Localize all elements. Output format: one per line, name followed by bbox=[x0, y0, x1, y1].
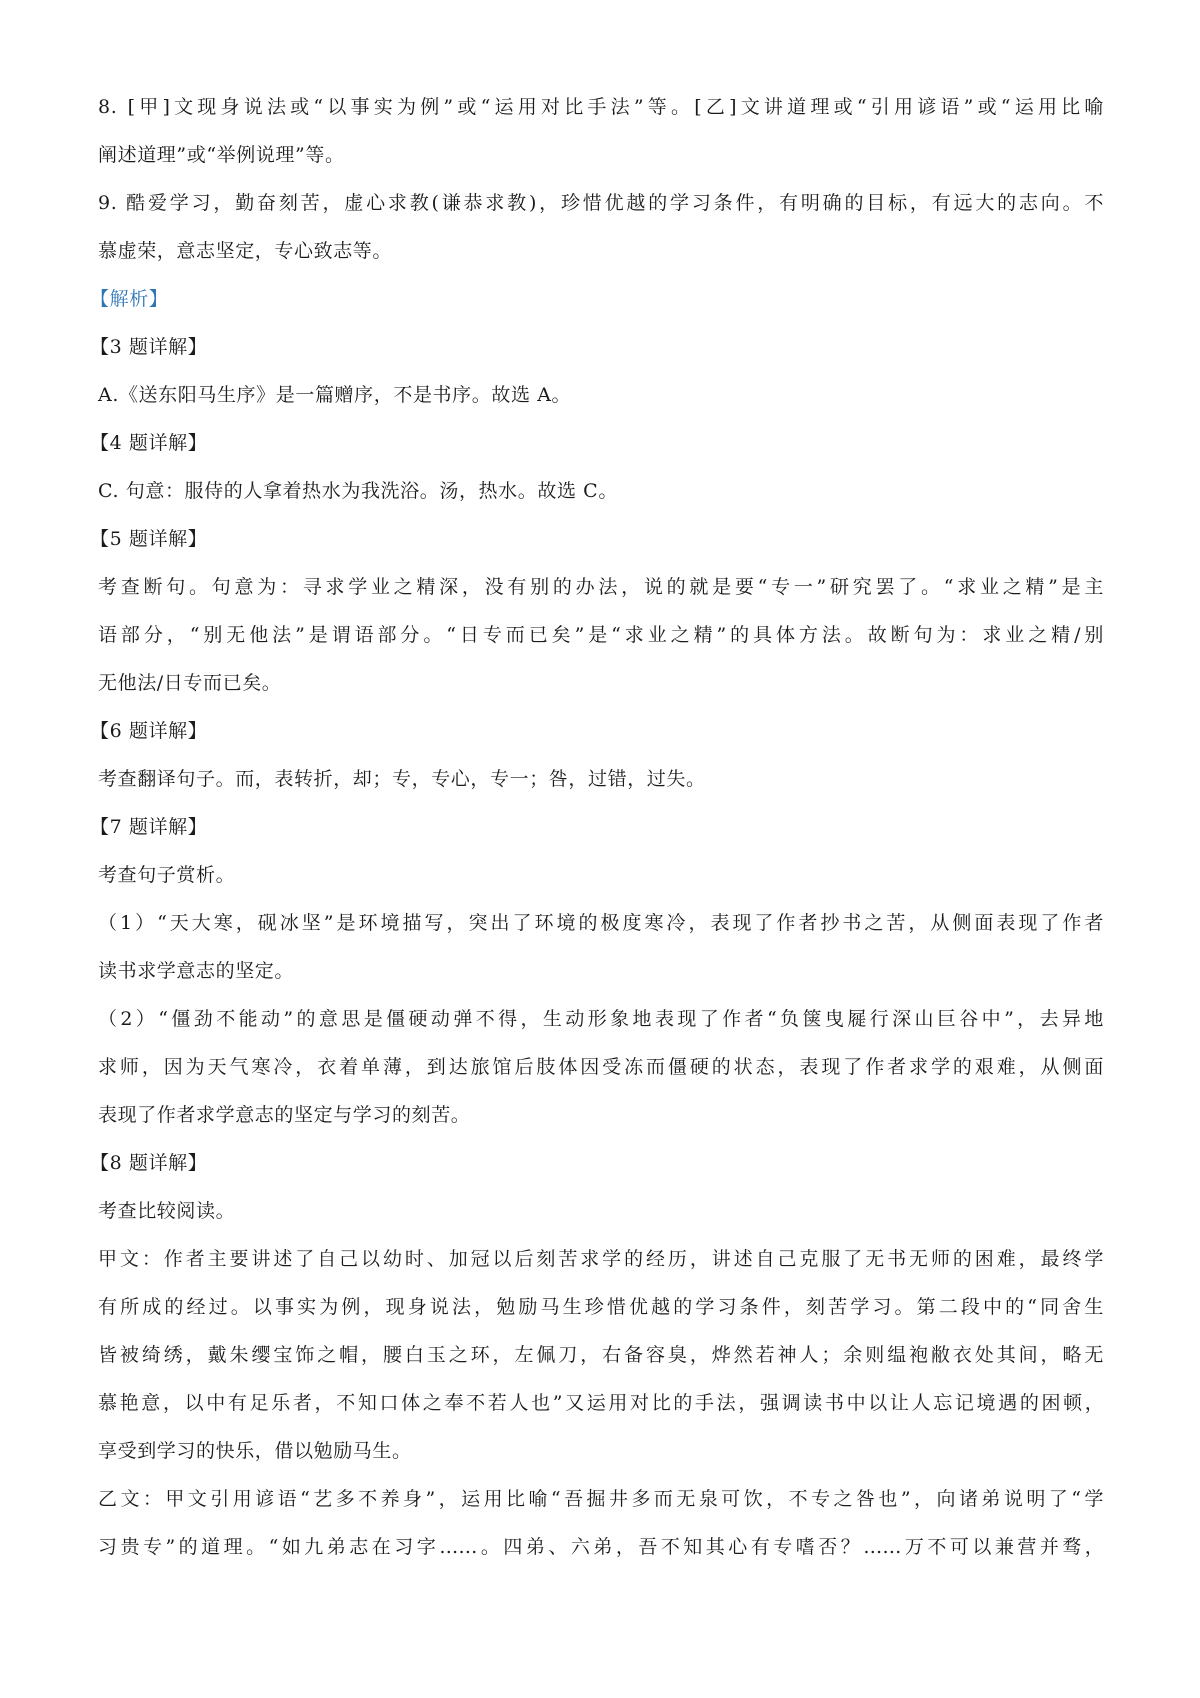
analysis-link[interactable]: 【解析】 bbox=[90, 288, 169, 310]
section-5-line-1: 考查断句。句意为：寻求学业之精深，没有别的办法，说的就是要“专一”研究罢了。“求业之精”是主 bbox=[98, 576, 1104, 598]
section-heading-3: 【3 题详解】 bbox=[90, 336, 208, 358]
section-7-line-4: （2）“僵劲不能动”的意思是僵硬动弹不得，生动形象地表现了作者“负箧曳屣行深山巨谷中”，去异地 bbox=[98, 1008, 1104, 1030]
section-heading-4: 【4 题详解】 bbox=[90, 432, 208, 454]
section-heading-8: 【8 题详解】 bbox=[90, 1152, 208, 1174]
section-heading-7: 【7 题详解】 bbox=[90, 816, 208, 838]
section-8-line-2: 甲文：作者主要讲述了自己以幼时、加冠以后刻苦求学的经历，讲述自己克服了无书无师的困难，最终学 bbox=[98, 1248, 1104, 1270]
section-3-line-1: A.《送东阳马生序》是一篇赠序，不是书序。故选 A。 bbox=[98, 384, 572, 406]
section-6-line-1: 考查翻译句子。而，表转折，却；专，专心，专一；咎，过错，过失。 bbox=[98, 768, 706, 790]
section-8-line-5: 慕艳意，以中有足乐者，不知口体之奉不若人也”又运用对比的手法，强调读书中以让人忘记境遇的困顿， bbox=[98, 1392, 1104, 1414]
answer-9-line-1: 9. 酷爱学习，勤奋刻苦，虚心求教(谦恭求教)，珍惜优越的学习条件，有明确的目标，有远大的志向。不 bbox=[98, 192, 1104, 214]
section-7-line-3: 读书求学意志的坚定。 bbox=[98, 960, 295, 982]
section-7-line-5: 求师，因为天气寒冷，衣着单薄，到达旅馆后肢体因受冻而僵硬的状态，表现了作者求学的艰难，从侧面 bbox=[98, 1056, 1104, 1078]
section-8-line-8: 习贵专”的道理。“如九弟志在习字……。四弟、六弟，吾不知其心有专嗜否？……万不可以兼营并骛， bbox=[98, 1536, 1104, 1558]
section-7-line-1: 考查句子赏析。 bbox=[98, 864, 236, 886]
section-5-line-3: 无他法/日专而已矣。 bbox=[98, 672, 282, 694]
section-8-line-6: 享受到学习的快乐，借以勉励马生。 bbox=[98, 1440, 412, 1462]
section-8-line-1: 考查比较阅读。 bbox=[98, 1200, 236, 1222]
document-page bbox=[90, 92, 1104, 1580]
section-8-line-3: 有所成的经过。以事实为例，现身说法，勉励马生珍惜优越的学习条件，刻苦学习。第二段中的“同舍生 bbox=[98, 1296, 1104, 1318]
section-7-line-6: 表现了作者求学意志的坚定与学习的刻苦。 bbox=[98, 1104, 471, 1126]
section-7-line-2: （1）“天大寒，砚冰坚”是环境描写，突出了环境的极度寒冷，表现了作者抄书之苦，从侧面表现了作者 bbox=[98, 912, 1104, 934]
answer-9-line-2: 慕虚荣，意志坚定，专心致志等。 bbox=[98, 240, 393, 262]
section-5-line-2: 语部分，“别无他法”是谓语部分。“日专而已矣”是“求业之精”的具体方法。故断句为：求业之精/别 bbox=[98, 624, 1104, 646]
answer-8-line-2: 阐述道理”或“举例说理”等。 bbox=[98, 144, 345, 166]
answer-8-line-1: 8. [甲]文现身说法或“以事实为例”或“运用对比手法”等。[乙]文讲道理或“引用谚语”或“运用比喻 bbox=[98, 96, 1104, 118]
section-heading-6: 【6 题详解】 bbox=[90, 720, 208, 742]
section-8-line-4: 皆被绮绣，戴朱缨宝饰之帽，腰白玉之环，左佩刀，右备容臭，烨然若神人；余则缊袍敝衣处其间，略无 bbox=[98, 1344, 1104, 1366]
section-heading-5: 【5 题详解】 bbox=[90, 528, 208, 550]
section-8-line-7: 乙文：甲文引用谚语“艺多不养身”，运用比喻“吾掘井多而无泉可饮，不专之咎也”，向诸弟说明了“学 bbox=[98, 1488, 1104, 1510]
section-4-line-1: C. 句意：服侍的人拿着热水为我洗浴。汤，热水。故选 C。 bbox=[98, 480, 618, 502]
